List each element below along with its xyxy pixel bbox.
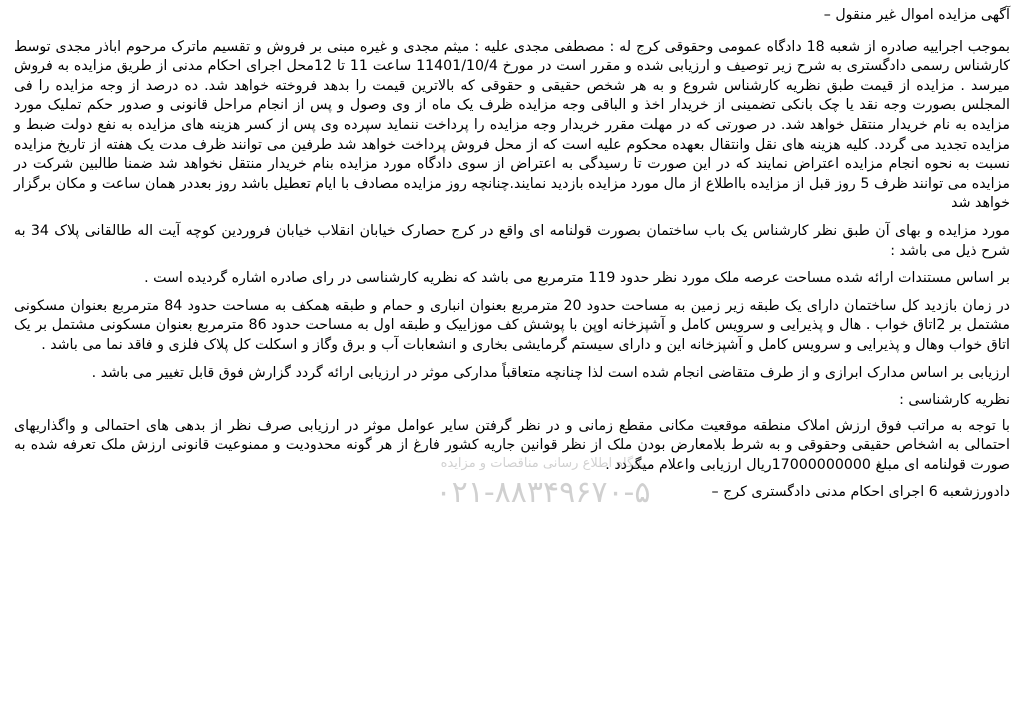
paragraph-property-location: مورد مزایده و بهای آن طبق نظر کارشناس یک باب ساختمان بصورت قولنامه ای واقع در کرج حصارک خیابان انقلاب خیابان فروردین کوچه آیت اله طالقانی پلاک 34 به شرح ذیل می باشد : (14, 222, 1010, 259)
paragraph-building-description: در زمان بازدید کل ساختمان دارای یک طبقه زیر زمین به مساحت حدود 20 مترمربع بعنوان انباری و حمام و طبقه همکف به مساحت حدود 84 مترمربع بعنوان مسکونی مشتمل بر 2اتاق خواب . هال و پذیرایی و سرویس کامل و آشپزخانه اوپن با پوشش کف موزاییک و طبقه اول به مساحت حدود 86 مترمربع بعنوان مسکونی مشتمل بر یک اتاق خواب وهال و پذیرایی و سرویس کامل و آشپزخانه این و دارای سیستم گرمایشی بخاری و انشعابات آب و برق وگاز و اسکلت کل پلاک فلزی و فاقد نما می باشد . (14, 297, 1011, 353)
expert-opinion-text: با توجه به مراتب فوق ارزش املاک منطقه موقعیت مکانی مقطع زمانی و در نظر گرفتن سایر عوامل موثر در ارزیابی صرف نظر از بدهی های احتمالی و واگذاریهای احتمالی به اشخاص حقیقی وحقوقی و به شرط بلامعارض بودن ملک از نظر قوانین جاریه کشور فارغ از هر گونه محدودیت و ممنوعیت قانونی ارزش ملک تعرفه شده به صورت قولنامه ای مبلغ 17000000000ریال ارزیابی واعلام میگردد . (14, 417, 1010, 473)
document-title: آگهی مزایده اموال غیر منقول – (823, 7, 1010, 23)
paragraph-auction-terms: بموجب اجراییه صادره از شعبه 18 دادگاه عمومی وحقوقی کرج له : مصطفی مجدی علیه : میثم مجدی و غیره مبنی بر فروش و تقسیم ماترک مرحوم اباذر مجدی توسط کارشناس رسمی دادگستری به شرح زیر توصیف و ارزیابی شده و مقرر است در مورخ 11401/10/4 ساعت 11 تا 12محل اجرای احکام مدنی از طریق مزایده به فروش میرسد . مزایده از قیمت طبق نظریه کارشناس شروع و به هر شخص حقیقی و حقوقی که بالاترین قیمت را بدهد فروخته خواهد شد. ده درصد از وجه مزایده را فی المجلس بصورت وجه نقد یا چک بانکی تضمینی از خریدار اخذ و الباقی وجه مزایده ظرف یک ماه از وی وصول و پس از انجام مراحل قانونی و صدور حکم تملیک مورد مزایده به نام خریدار منتقل خواهد شد. در صورتی که در مهلت مقرر خریدار وجه مزایده را پرداخت ننماید سپرده وی پس از کسر هزینه های مزایده به نفع دولت ضبط و مزایده تجدید می گردد. کلیه هزینه های نقل وانتقال بعهده محکوم علیه است که از محل فروش پرداخت خواهد شد طرفین می توانند ظرف مدت یک هفته از تاریخ مزایده نسبت به نحوه انجام مزایده اعتراض نمایند که در این صورت تا رسیدگی به اعتراض از سوی دادگاه مورد مزایده بنام خریدار منتقل نخواهد شد ضمنا طالبین شرکت در مزایده می توانند ظرف 5 روز قبل از مزایده بااطلاع از مال مورد مزایده بازدید نمایند.چنانچه روز مزایده مصادف با ایام تعطیل باشد روز بعددر همان ساعت و مکان برگزار خواهد شد (14, 38, 1011, 212)
document-footer-signature: دادورزشعبه 6 اجرای احکام مدنی دادگستری کرج – (711, 484, 1010, 501)
expert-opinion-label: نظریه کارشناسی : (899, 392, 1010, 409)
watermark-text: پایگاه اطلاع رسانی مناقصات و مزایده (440, 456, 646, 471)
paragraph-evaluation-basis: ارزیابی بر اساس مدارک ابرازی و از طرف متقاضی انجام شده است لذا چنانچه متعاقباً مدارکی موثر در ارزیابی ارائه گردد گزارش فوق قابل تغییر می باشد . (91, 364, 1010, 381)
paragraph-land-area: بر اساس مستندات ارائه شده مساحت عرصه ملک مورد نظر حدود 119 مترمربع می باشد که نظریه کارشناسی در رای صادره اشاره گردیده است . (144, 270, 1010, 287)
watermark-phone: ۰۲۱-۸۸۳۴۹۶۷۰-۵ (435, 475, 651, 510)
